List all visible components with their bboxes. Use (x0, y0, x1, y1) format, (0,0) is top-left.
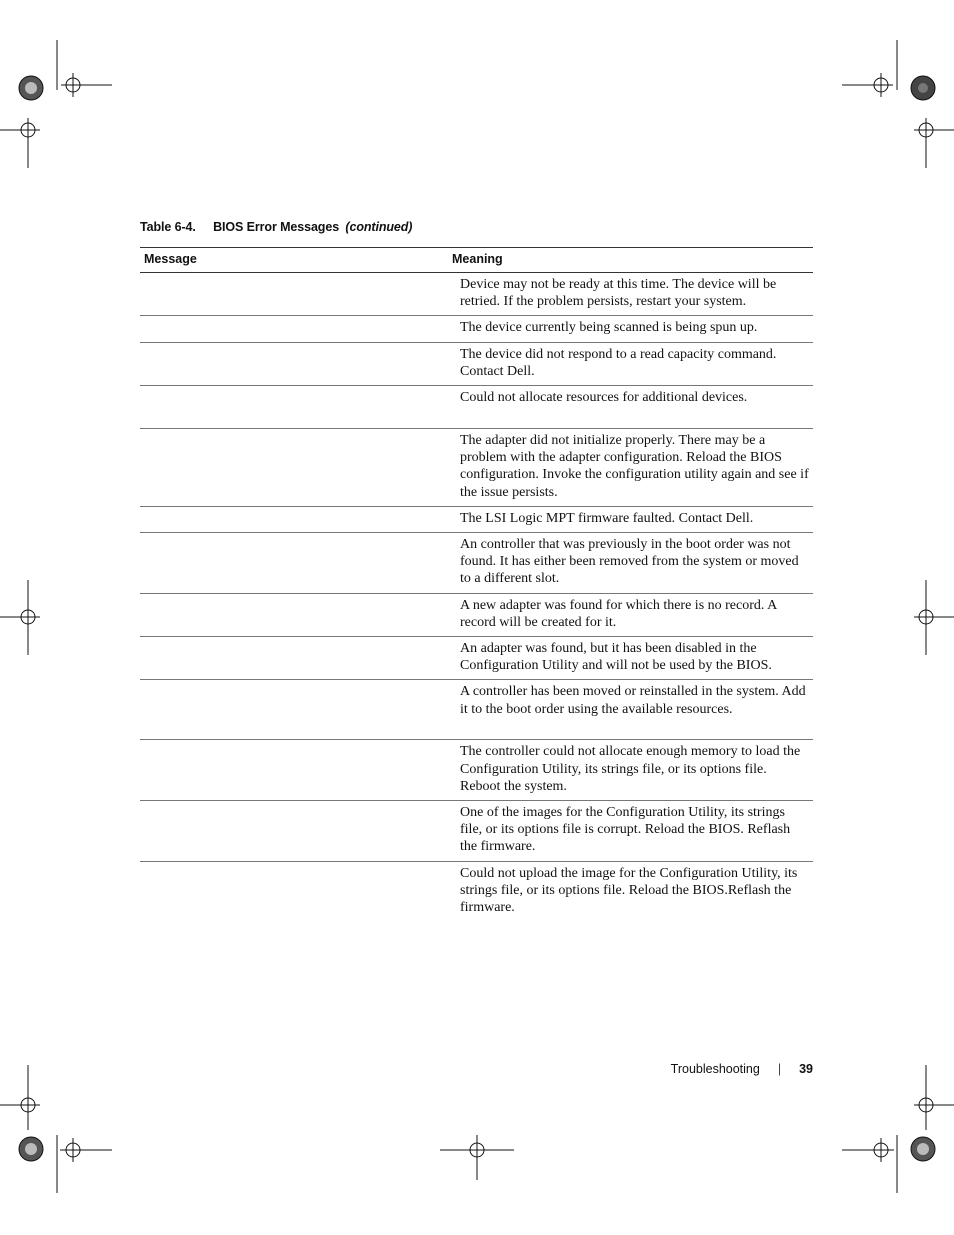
table-row (140, 593, 813, 636)
meaning-cell: The controller could not allocate enough memory to load the Configuration Utility, its strings file, or its options file. Reboot the system. (448, 740, 813, 801)
table-row (140, 740, 813, 801)
crop-marks-top-left (0, 30, 120, 180)
message-cell (140, 506, 448, 532)
footer-separator: | (777, 1062, 782, 1076)
registration-mark-left-middle (0, 580, 50, 660)
message-cell (140, 861, 448, 921)
meaning-cell: An adapter was found, but it has been disabled in the Configuration Utility and will not be used by the BIOS. (448, 637, 813, 680)
footer-section-title: Troubleshooting (670, 1062, 760, 1076)
message-cell (140, 533, 448, 594)
message-cell (140, 429, 448, 507)
table-title: BIOS Error Messages (213, 220, 340, 234)
crop-marks-bottom-left (0, 1060, 120, 1200)
table-row (140, 861, 813, 921)
meaning-cell: The adapter did not initialize properly. There may be a problem with the adapter configuration. Reload the BIOS configuration. Invoke the configuration utility again and see if the issue persists. (448, 429, 813, 507)
message-cell (140, 801, 448, 862)
table-number: Table 6-4. (140, 220, 196, 234)
meaning-cell: A controller has been moved or reinstalled in the system. Add it to the boot order using the available resources. (448, 680, 813, 740)
meaning-cell: Could not allocate resources for additional devices. (448, 386, 813, 429)
registration-mark-bottom-center (438, 1130, 518, 1190)
page-footer (671, 1062, 813, 1076)
header-message: Message (140, 248, 448, 273)
meaning-cell: Could not upload the image for the Configuration Utility, its strings file, or its options file. Reload the BIOS.Reflash the firmware. (460, 865, 798, 916)
table-row (140, 680, 813, 740)
meaning-cell: One of the images for the Configuration Utility, its strings file, or its options file is corrupt. Reload the BIOS. Reflash the firmware. (448, 801, 813, 862)
table-row (140, 533, 813, 594)
table-row (140, 273, 813, 316)
table-row (140, 342, 813, 385)
message-cell (140, 342, 448, 385)
table-caption (140, 220, 412, 234)
table-row (140, 429, 813, 507)
crop-marks-bottom-right (834, 1060, 954, 1200)
table-header-row (140, 248, 813, 273)
meaning-cell: A new adapter was found for which there is no record. A record will be created for it. (448, 593, 813, 636)
message-cell (140, 680, 448, 740)
message-cell (140, 637, 448, 680)
meaning-cell: Device may not be ready at this time. The device will be retried. If the problem persists, restart your system. (448, 273, 813, 316)
page-number: 39 (799, 1062, 813, 1076)
crop-marks-top-right (834, 30, 954, 180)
meaning-cell: The device did not respond to a read capacity command. Contact Dell. (448, 342, 813, 385)
message-cell (140, 386, 448, 429)
table-row (140, 506, 813, 532)
registration-mark-right-middle (904, 580, 954, 660)
meaning-cell: The LSI Logic MPT firmware faulted. Contact Dell. (448, 506, 813, 532)
bios-error-table (140, 247, 813, 921)
table-row (140, 386, 813, 429)
message-cell (140, 316, 448, 342)
header-meaning: Meaning (448, 248, 813, 273)
table-row (140, 316, 813, 342)
message-cell (140, 740, 448, 801)
table-row (140, 801, 813, 862)
meaning-cell: The device currently being scanned is being spun up. (448, 316, 813, 342)
table-row (140, 637, 813, 680)
meaning-cell: An controller that was previously in the boot order was not found. It has either been removed from the system or moved to a different slot. (448, 533, 813, 594)
message-cell (140, 273, 448, 316)
message-cell (140, 593, 448, 636)
table-continued-label: (continued) (345, 220, 413, 234)
